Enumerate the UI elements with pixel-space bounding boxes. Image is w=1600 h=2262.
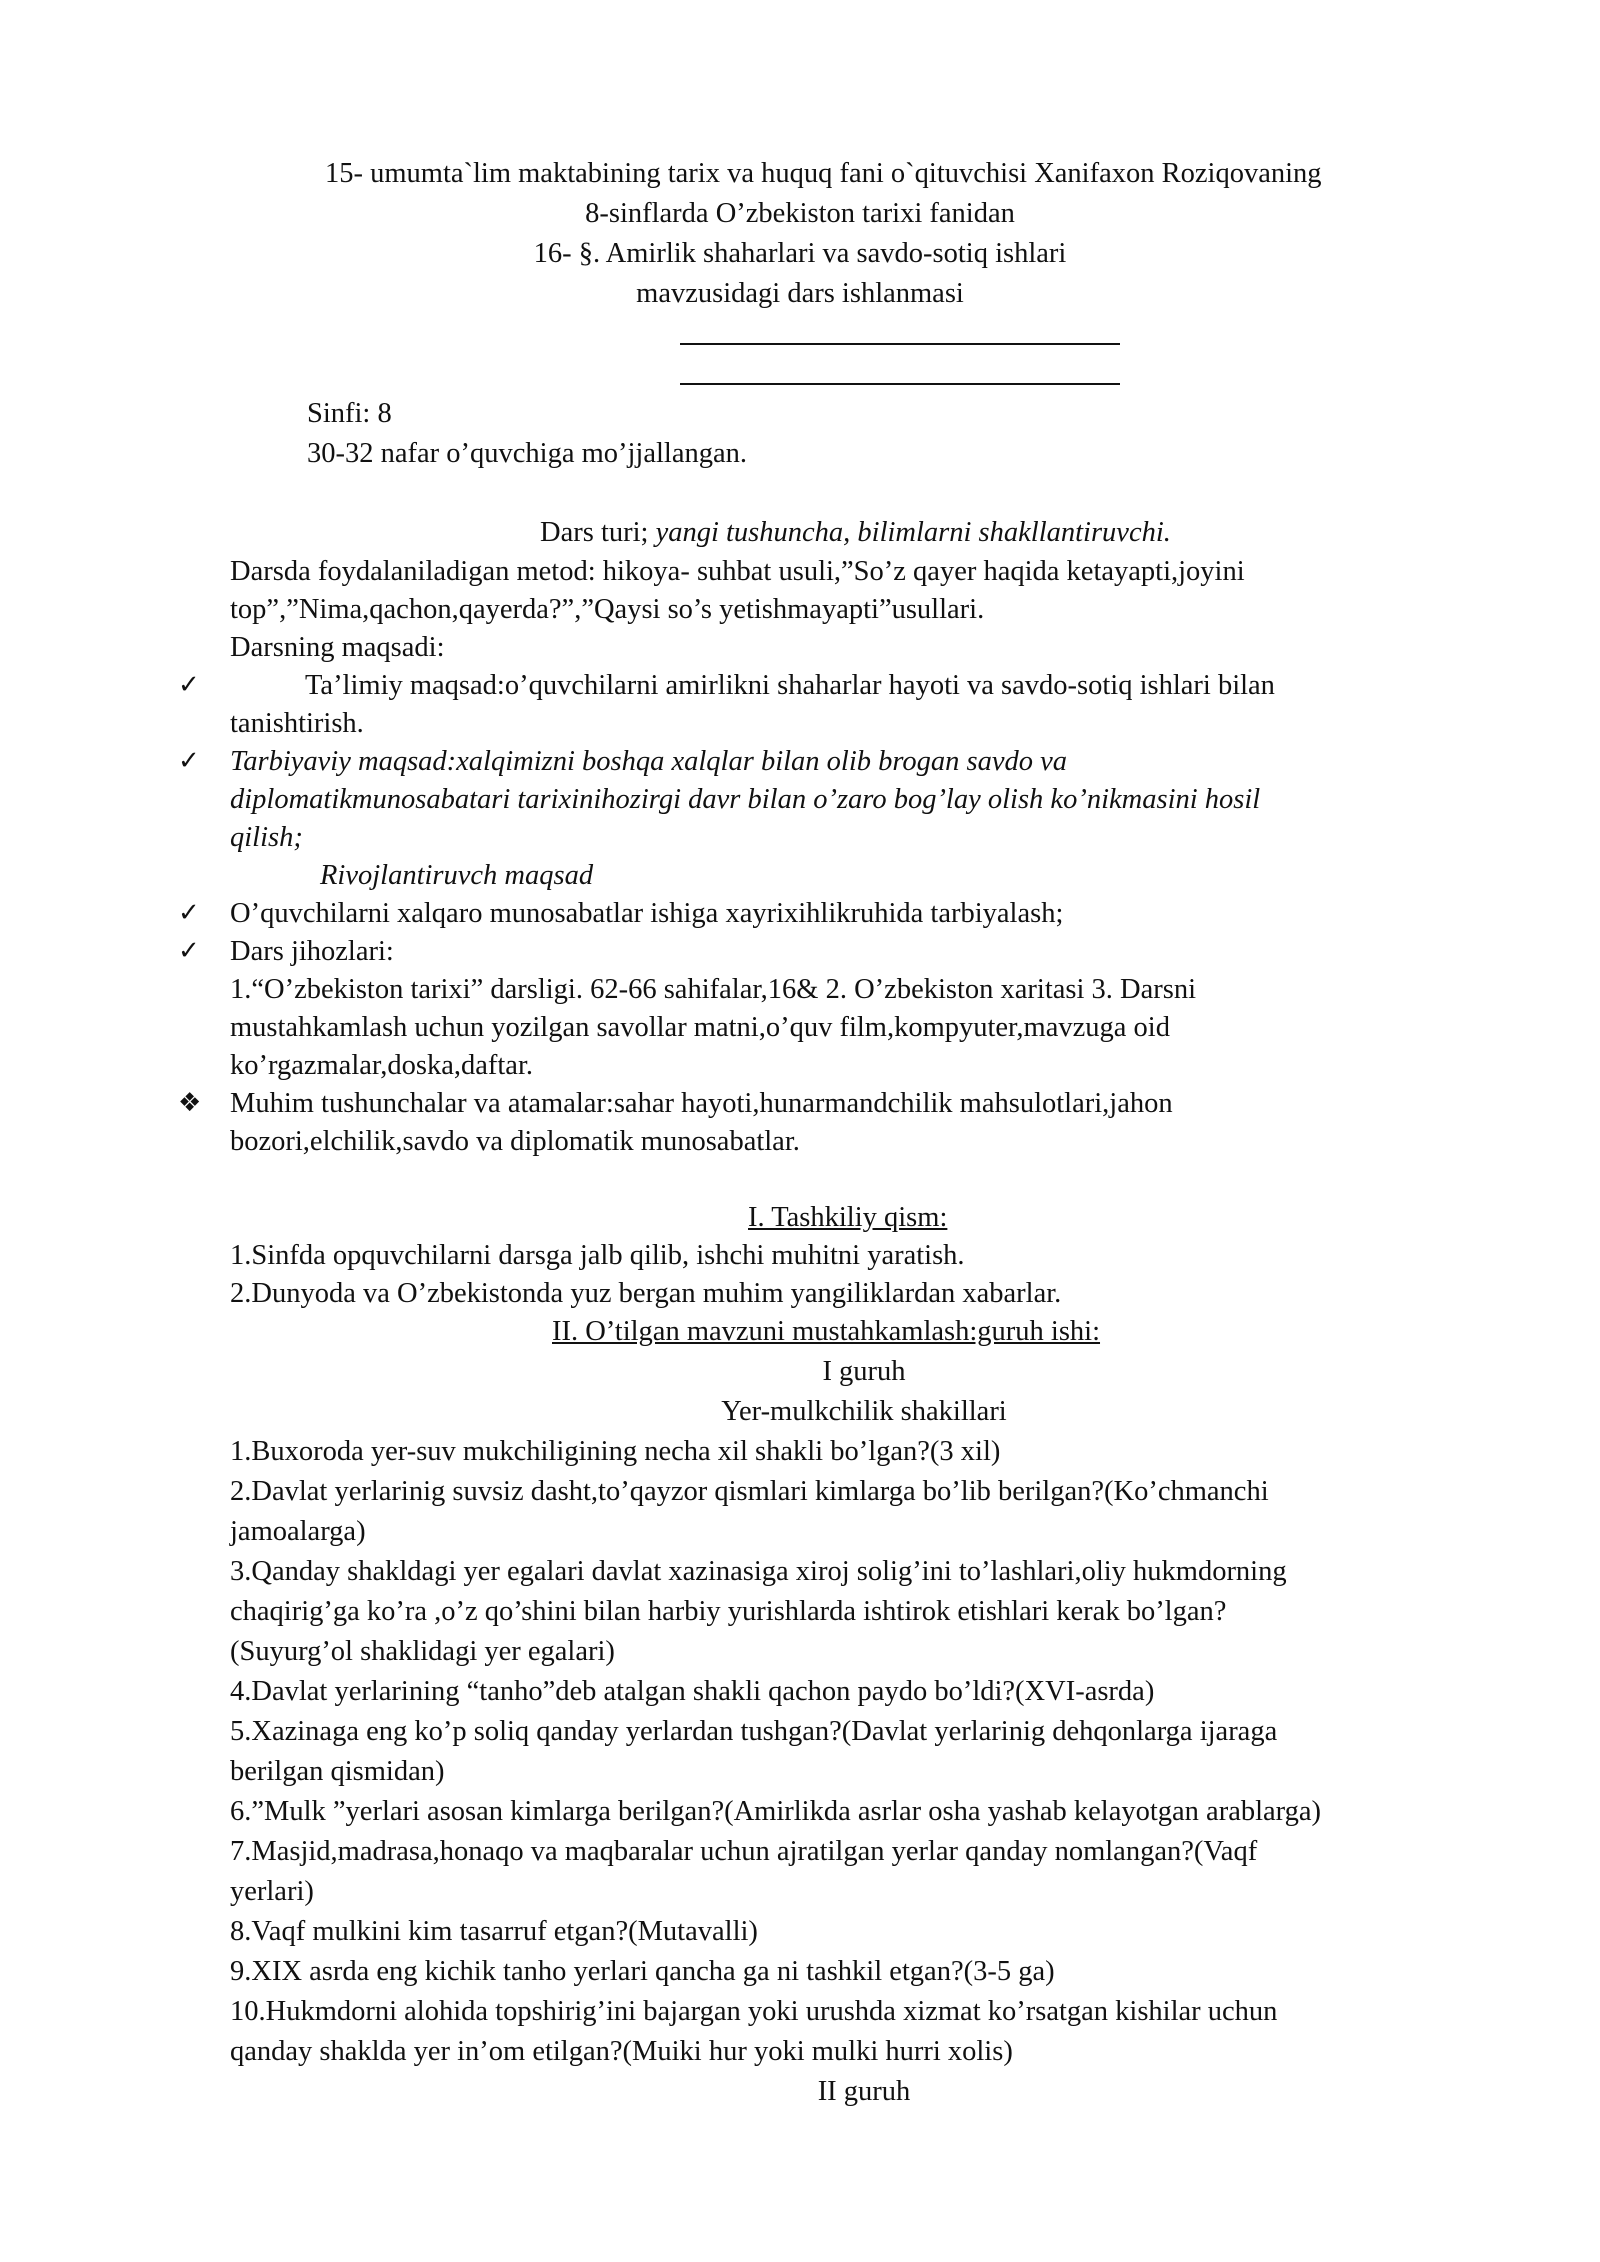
question-line: 4.Davlat yerlarining “tanho”deb atalgan shakli qachon paydo bo’ldi?(XVI-asrda) (230, 1676, 1155, 1707)
header-line-1: 15- umumta`lim maktabining tarix va huquq fani o`qituvchisi Xanifaxon Roziqovaning (325, 158, 1322, 189)
rule-line-1 (680, 343, 1120, 345)
question-line: 10.Hukmdorni alohida topshirig’ini bajargan yoki urushda xizmat ko’rsatgan kishilar uchun (230, 1996, 1278, 2027)
lesson-type (540, 514, 1171, 552)
method-line-1: Darsda foydalaniladigan metod: hikoya- suhbat usuli,”So’z qayer haqida ketayapti,joyini (230, 556, 1245, 587)
check-mark-icon: ✓ (178, 936, 200, 966)
question-line: (Suyurg’ol shaklidagi yer egalari) (230, 1636, 615, 1667)
goal-dev-title: Rivojlantiruvch maqsad (320, 860, 594, 891)
section-2-title: II. O’tilgan mavzuni mustahkamlash:guruh ishi: (552, 1316, 1101, 1347)
header-line-3: 16- §. Amirlik shaharlari va savdo-sotiq ishlari (533, 238, 1067, 269)
lesson-type-value: yangi tushuncha, bilimlarni shakllantiruvchi. (655, 517, 1171, 548)
rule-line-2 (680, 383, 1120, 385)
terms-line-1: Muhim tushunchalar va atamalar:sahar hayoti,hunarmandchilik mahsulotlari,jahon (230, 1088, 1173, 1119)
question-line: 6.”Mulk ”yerlari asosan kimlarga berilgan?(Amirlikda asrlar osha yashab kelayotgan arablarga) (230, 1796, 1322, 1827)
equip-title: Dars jihozlari: (230, 936, 394, 967)
goal-title: Darsning maqsadi: (230, 632, 445, 663)
check-mark-icon: ✓ (178, 670, 200, 700)
question-line: 1.Buxoroda yer-suv mukchiligining necha xil shakli bo’lgan?(3 xil) (230, 1436, 1001, 1467)
check-mark-icon: ✓ (178, 898, 200, 928)
goal-edu-line-2: tanishtirish. (230, 708, 364, 739)
question-line: 9.XIX asrda eng kichik tanho yerlari qancha ga ni tashkil etgan?(3-5 ga) (230, 1956, 1055, 1987)
check-mark-icon: ✓ (178, 746, 200, 776)
group-1-title: I guruh (822, 1356, 906, 1387)
method-line-2: top”,”Nima,qachon,qayerda?”,”Qaysi so’s yetishmayapti”usullari. (230, 594, 985, 625)
goal-upbringing-line-3: qilish; (230, 822, 303, 853)
question-line: 3.Qanday shakldagi yer egalari davlat xazinasiga xiroj solig’ini to’lashlari,oliy hukmdorning (230, 1556, 1287, 1587)
question-line: yerlari) (230, 1876, 314, 1907)
goal-upbringing-line-1: Tarbiyaviy maqsad:xalqimizni boshqa xalqlar bilan olib brogan savdo va (230, 746, 1068, 777)
section-1-item-2: 2.Dunyoda va O’zbekistonda yuz bergan muhim yangiliklardan xabarlar. (230, 1278, 1062, 1309)
question-line: qanday shaklda yer in’om etilgan?(Muiki hur yoki mulki hurri xolis) (230, 2036, 1013, 2067)
goal-dev-line: O’quvchilarni xalqaro munosabatlar ishiga xayrixihlikruhida tarbiyalash; (230, 898, 1064, 929)
goal-edu-line-1: Ta’limiy maqsad:o’quvchilarni amirlikni shaharlar hayoti va savdo-sotiq ishlari bilan (305, 670, 1275, 701)
question-line: 8.Vaqf mulkini kim tasarruf etgan?(Mutavalli) (230, 1916, 758, 1947)
question-line: 5.Xazinaga eng ko’p soliq qanday yerlardan tushgan?(Davlat yerlarinig dehqonlarga ijaraga (230, 1716, 1278, 1747)
header-line-4: mavzusidagi dars ishlanmasi (636, 278, 964, 309)
section-1-title: I. Tashkiliy qism: (748, 1202, 948, 1233)
goal-upbringing-line-2: diplomatikmunosabatari tarixinihozirgi davr bilan o’zaro bog’lay olish ko’nikmasini hosil (230, 784, 1261, 815)
question-line: jamoalarga) (230, 1516, 366, 1547)
equip-line-1: 1.“O’zbekiston tarixi” darsligi. 62-66 sahifalar,16& 2. O’zbekiston xaritasi 3. Darsni (230, 974, 1197, 1005)
lesson-type-label: Dars turi; (540, 517, 656, 548)
equip-line-2: mustahkamlash uchun yozilgan savollar matni,o’quv film,kompyuter,mavzuga oid (230, 1012, 1170, 1043)
question-line: berilgan qismidan) (230, 1756, 445, 1787)
class-info: Sinfi: 8 (307, 398, 392, 429)
diamond-bullet-icon: ❖ (178, 1088, 202, 1118)
terms-line-2: bozori,elchilik,savdo va diplomatik munosabatlar. (230, 1126, 800, 1157)
question-line: 7.Masjid,madrasa,honaqo va maqbaralar uchun ajratilgan yerlar qanday nomlangan?(Vaqf (230, 1836, 1258, 1867)
header-line-2: 8-sinflarda O’zbekiston tarixi fanidan (585, 198, 1015, 229)
question-line: chaqirig’ga ko’ra ,o’z qo’shini bilan harbiy yurishlarda ishtirok etishlari kerak bo’lgan? (230, 1596, 1227, 1627)
equip-line-3: ko’rgazmalar,doska,daftar. (230, 1050, 533, 1081)
question-line: 2.Davlat yerlarinig suvsiz dasht,to’qayzor qismlari kimlarga bo’lib berilgan?(Ko’chmanchi (230, 1476, 1269, 1507)
group-2-title: II guruh (817, 2076, 911, 2107)
group-1-topic: Yer-mulkchilik shakillari (721, 1396, 1007, 1427)
section-1-item-1: 1.Sinfda opquvchilarni darsga jalb qilib, ishchi muhitni yaratish. (230, 1240, 965, 1271)
students-info: 30-32 nafar o’quvchiga mo’jjallangan. (307, 438, 748, 469)
